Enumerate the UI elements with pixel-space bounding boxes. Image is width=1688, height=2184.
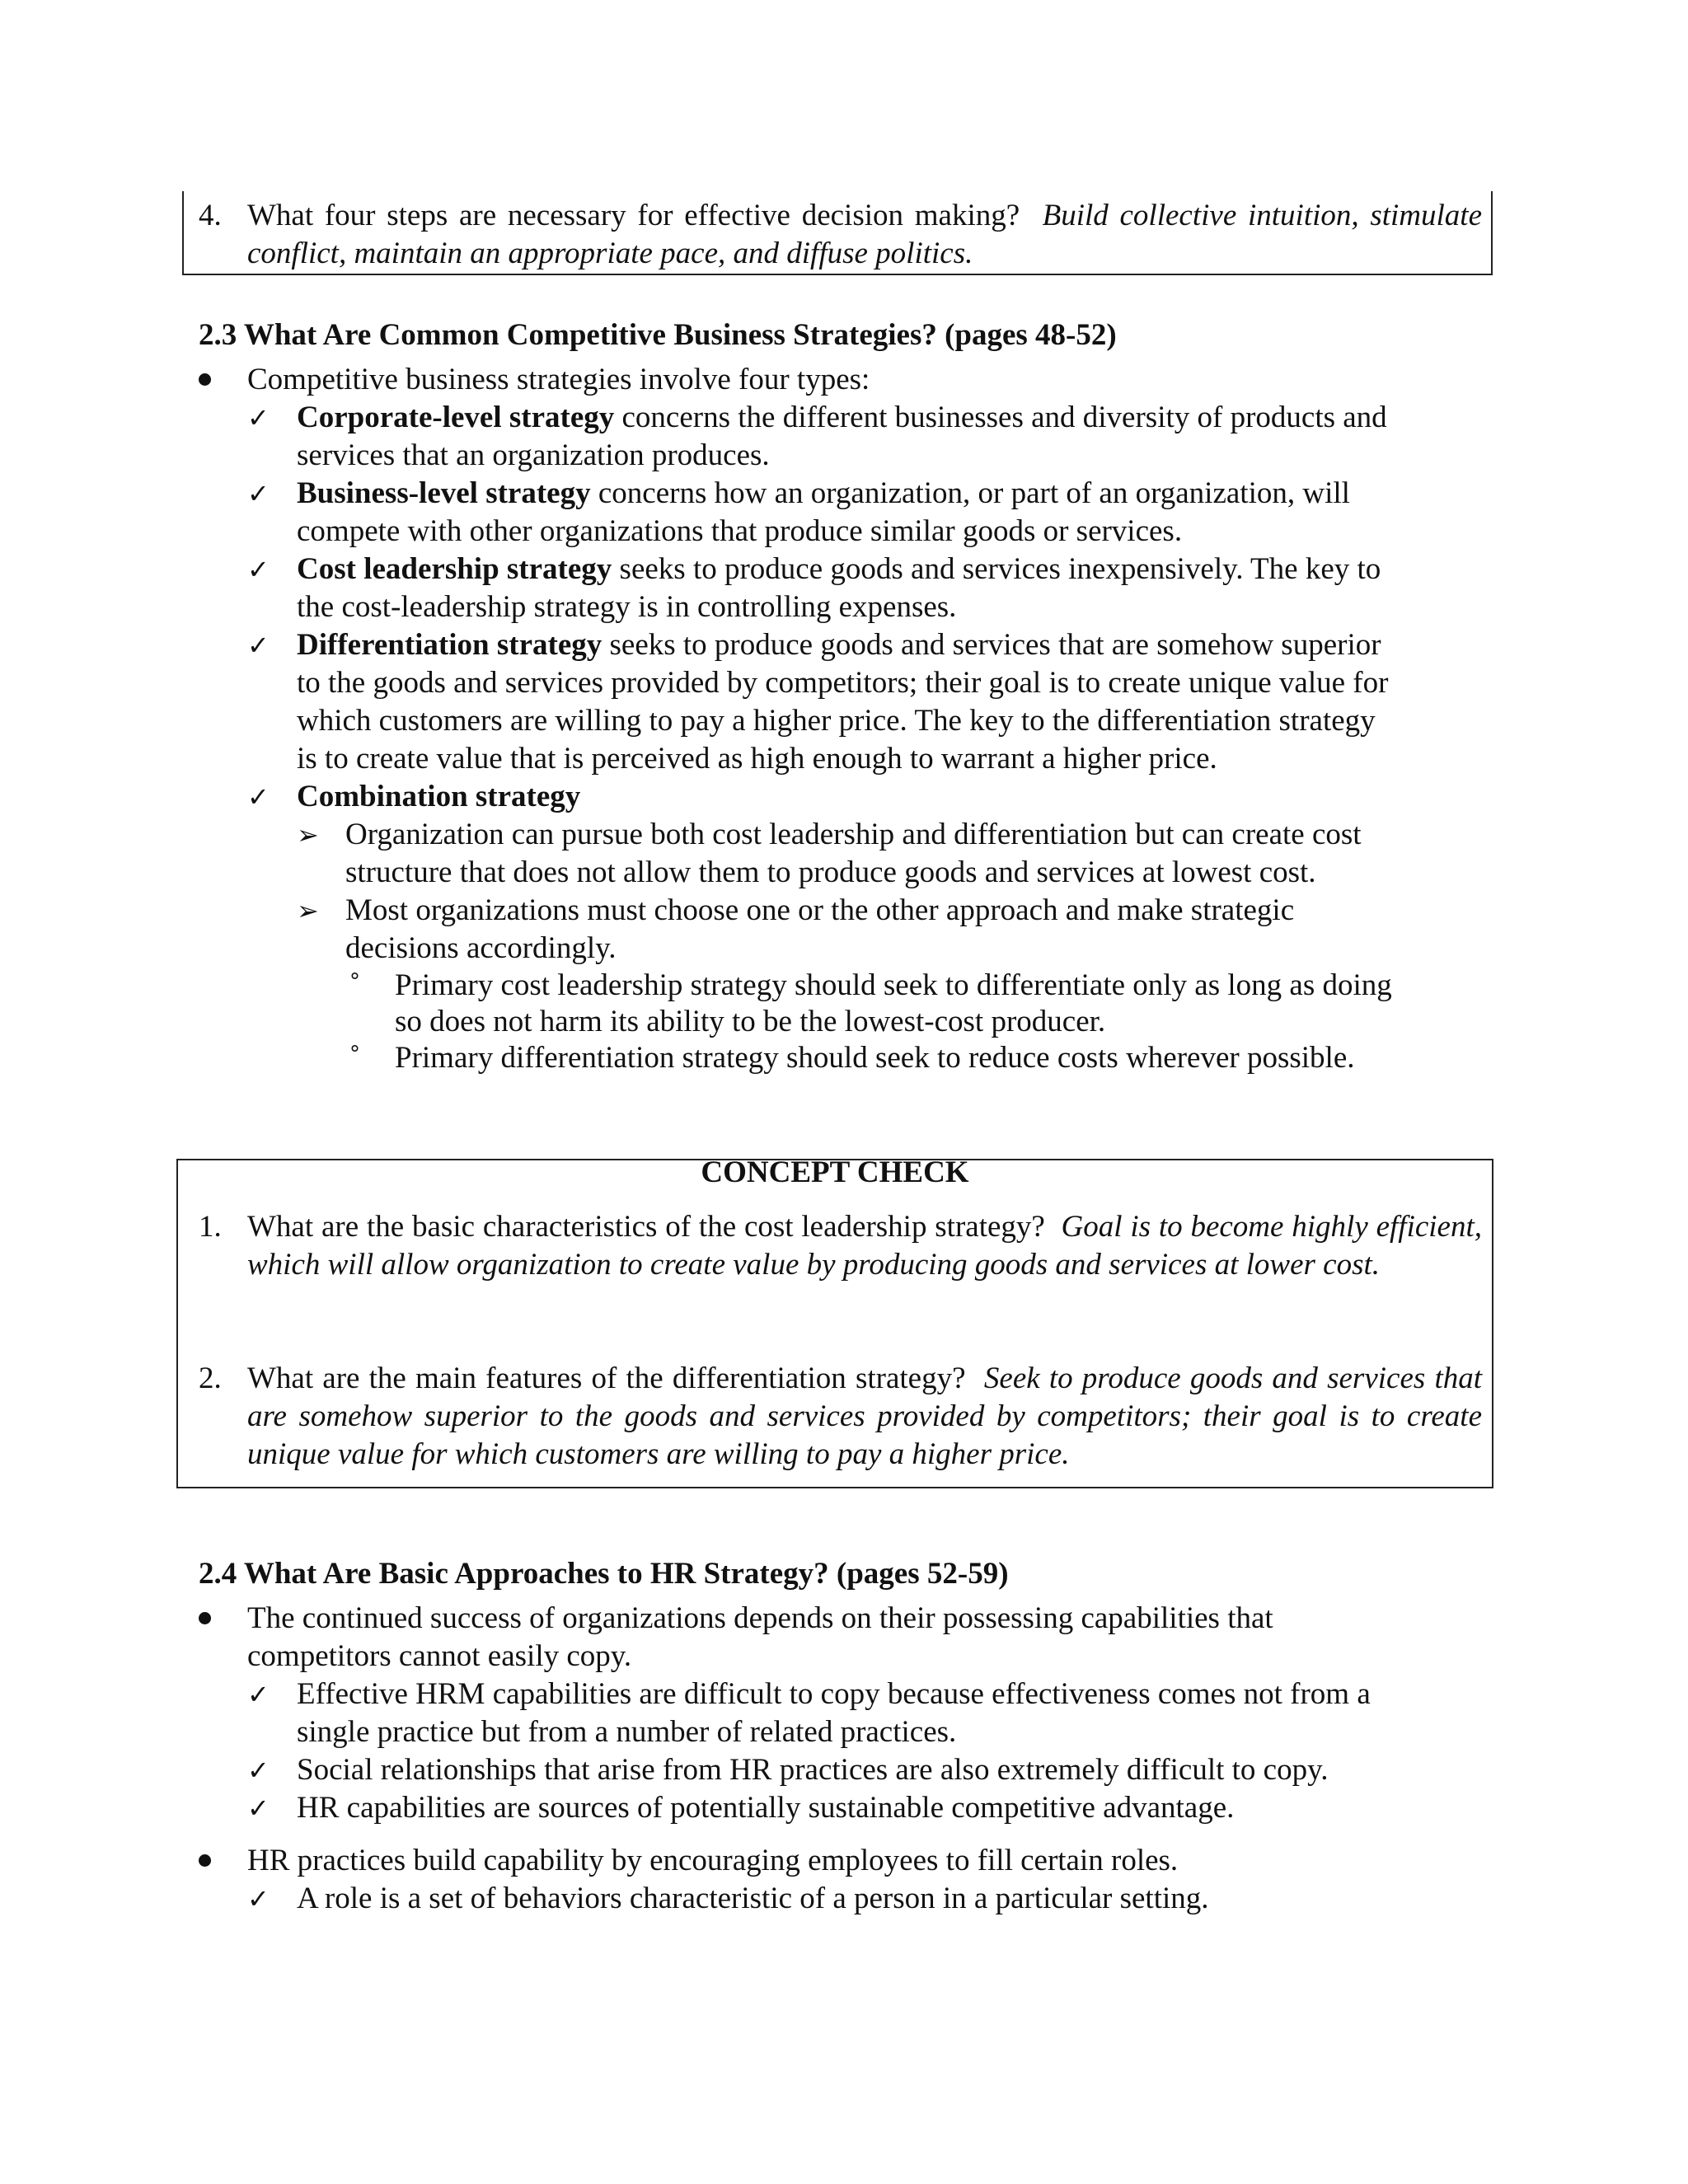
competitive-strategies-intro: Competitive business strategies involve four types: xyxy=(247,363,870,396)
question-number-4: 4. xyxy=(199,199,222,232)
business-strategy-term: Business-level strategy xyxy=(297,476,591,510)
check-icon: ✓ xyxy=(247,781,270,813)
combination-subpoint1-line1: Primary cost leadership strategy should seek to differentiate only as long as doing xyxy=(395,968,1392,1002)
degree-bullet-icon: ° xyxy=(349,969,360,994)
arrow-bullet-icon: ➢ xyxy=(297,895,319,926)
concept-question-number-2: 2. xyxy=(199,1361,222,1395)
combination-subpoint2-line1: Primary differentiation strategy should seek to reduce costs wherever possible. xyxy=(395,1041,1355,1075)
concept-answer-1: Goal is to become highly efficient, which will allow organization to create value by producing goods and services at lower cost. xyxy=(247,1210,1483,1282)
concept-question-1 xyxy=(247,1208,1482,1284)
combination-point2-line2: decisions accordingly. xyxy=(345,931,617,965)
concept-question-number-1: 1. xyxy=(199,1210,222,1244)
check-icon: ✓ xyxy=(247,1755,270,1786)
hr-bullet2: HR practices build capability by encouraging employees to fill certain roles. xyxy=(247,1844,1179,1877)
hr-check1-line1: Effective HRM capabilities are difficult to copy because effectiveness comes not from a xyxy=(297,1677,1371,1711)
hr-check4: A role is a set of behaviors characteristic of a person in a particular setting. xyxy=(297,1882,1209,1915)
combination-point2-line1: Most organizations must choose one or the other approach and make strategic xyxy=(345,893,1295,927)
cost-strategy-line1: Cost leadership strategy seeks to produce goods and services inexpensively. The key to xyxy=(297,552,1381,586)
check-icon: ✓ xyxy=(247,478,270,509)
check-icon: ✓ xyxy=(247,630,270,661)
combination-strategy-term: Combination strategy xyxy=(297,780,581,813)
combination-point1-line2: structure that does not allow them to produce goods and services at lowest cost. xyxy=(345,855,1316,889)
combination-point1-line1: Organization can pursue both cost leadership and differentiation but can create cost xyxy=(345,818,1362,851)
check-icon: ✓ xyxy=(247,554,270,585)
concept-question-1-text: What are the basic characteristics of the cost leadership strategy? xyxy=(247,1210,1045,1244)
corporate-strategy-term: Corporate-level strategy xyxy=(297,401,615,434)
hr-bullet1-line2: competitors cannot easily copy. xyxy=(247,1639,632,1673)
hr-check3: HR capabilities are sources of potentially sustainable competitive advantage. xyxy=(297,1791,1235,1825)
check-icon: ✓ xyxy=(247,1793,270,1824)
business-strategy-line2: compete with other organizations that produce similar goods or services. xyxy=(297,514,1183,548)
differentiation-strategy-line4: is to create value that is perceived as high enough to warrant a higher price. xyxy=(297,742,1217,776)
bullet-dot xyxy=(199,1612,211,1624)
degree-bullet-icon: ° xyxy=(349,1042,360,1066)
bullet-dot xyxy=(199,1854,211,1867)
hr-check1-line2: single practice but from a number of related practices. xyxy=(297,1715,957,1749)
concept-question-2-text: What are the main features of the differentiation strategy? xyxy=(247,1361,966,1395)
check-icon: ✓ xyxy=(247,1679,270,1710)
business-strategy-line1: Business-level strategy concerns how an organization, or part of an organization, will xyxy=(297,476,1350,510)
section-2-3-heading: 2.3 What Are Common Competitive Business Strategies? (pages 48-52) xyxy=(199,318,1117,352)
corporate-strategy-line1: Corporate-level strategy concerns the different businesses and diversity of products and xyxy=(297,401,1387,434)
differentiation-strategy-line3: which customers are willing to pay a higher price. The key to the differentiation strategy xyxy=(297,704,1376,738)
differentiation-strategy-line1: Differentiation strategy seeks to produce goods and services that are somehow superior xyxy=(297,628,1381,662)
combination-subpoint1-line2: so does not harm its ability to be the lowest-cost producer. xyxy=(395,1005,1106,1038)
differentiation-strategy-line2: to the goods and services provided by competitors; their goal is to create unique value for xyxy=(297,666,1389,700)
differentiation-strategy-term: Differentiation strategy xyxy=(297,628,603,662)
check-icon: ✓ xyxy=(247,402,270,434)
cost-strategy-line2: the cost-leadership strategy is in controlling expenses. xyxy=(297,590,957,624)
hr-check2: Social relationships that arise from HR practices are also extremely difficult to copy. xyxy=(297,1753,1329,1787)
arrow-bullet-icon: ➢ xyxy=(297,819,319,851)
concept-check-title: CONCEPT CHECK xyxy=(701,1155,969,1189)
check-icon: ✓ xyxy=(247,1883,270,1915)
answer-4: Build collective intuition, stimulate conflict, maintain an appropriate pace, and diffuse politics. xyxy=(247,199,1483,270)
bullet-dot xyxy=(199,373,211,386)
hr-bullet1-line1: The continued success of organizations depends on their possessing capabilities that xyxy=(247,1601,1273,1635)
section-2-4-heading: 2.4 What Are Basic Approaches to HR Strategy? (pages 52-59) xyxy=(199,1557,1009,1591)
question-4-text xyxy=(247,197,1482,273)
corporate-strategy-line2: services that an organization produces. xyxy=(297,438,770,472)
question-4: What four steps are necessary for effective decision making? xyxy=(247,199,1020,232)
concept-answer-2: Seek to produce goods and services that are somehow superior to the goods and services provided by competitors; their goal is to create unique value for which customers are willing to pay a higher price. xyxy=(247,1361,1482,1471)
cost-strategy-term: Cost leadership strategy xyxy=(297,552,612,586)
concept-question-2 xyxy=(247,1360,1482,1474)
